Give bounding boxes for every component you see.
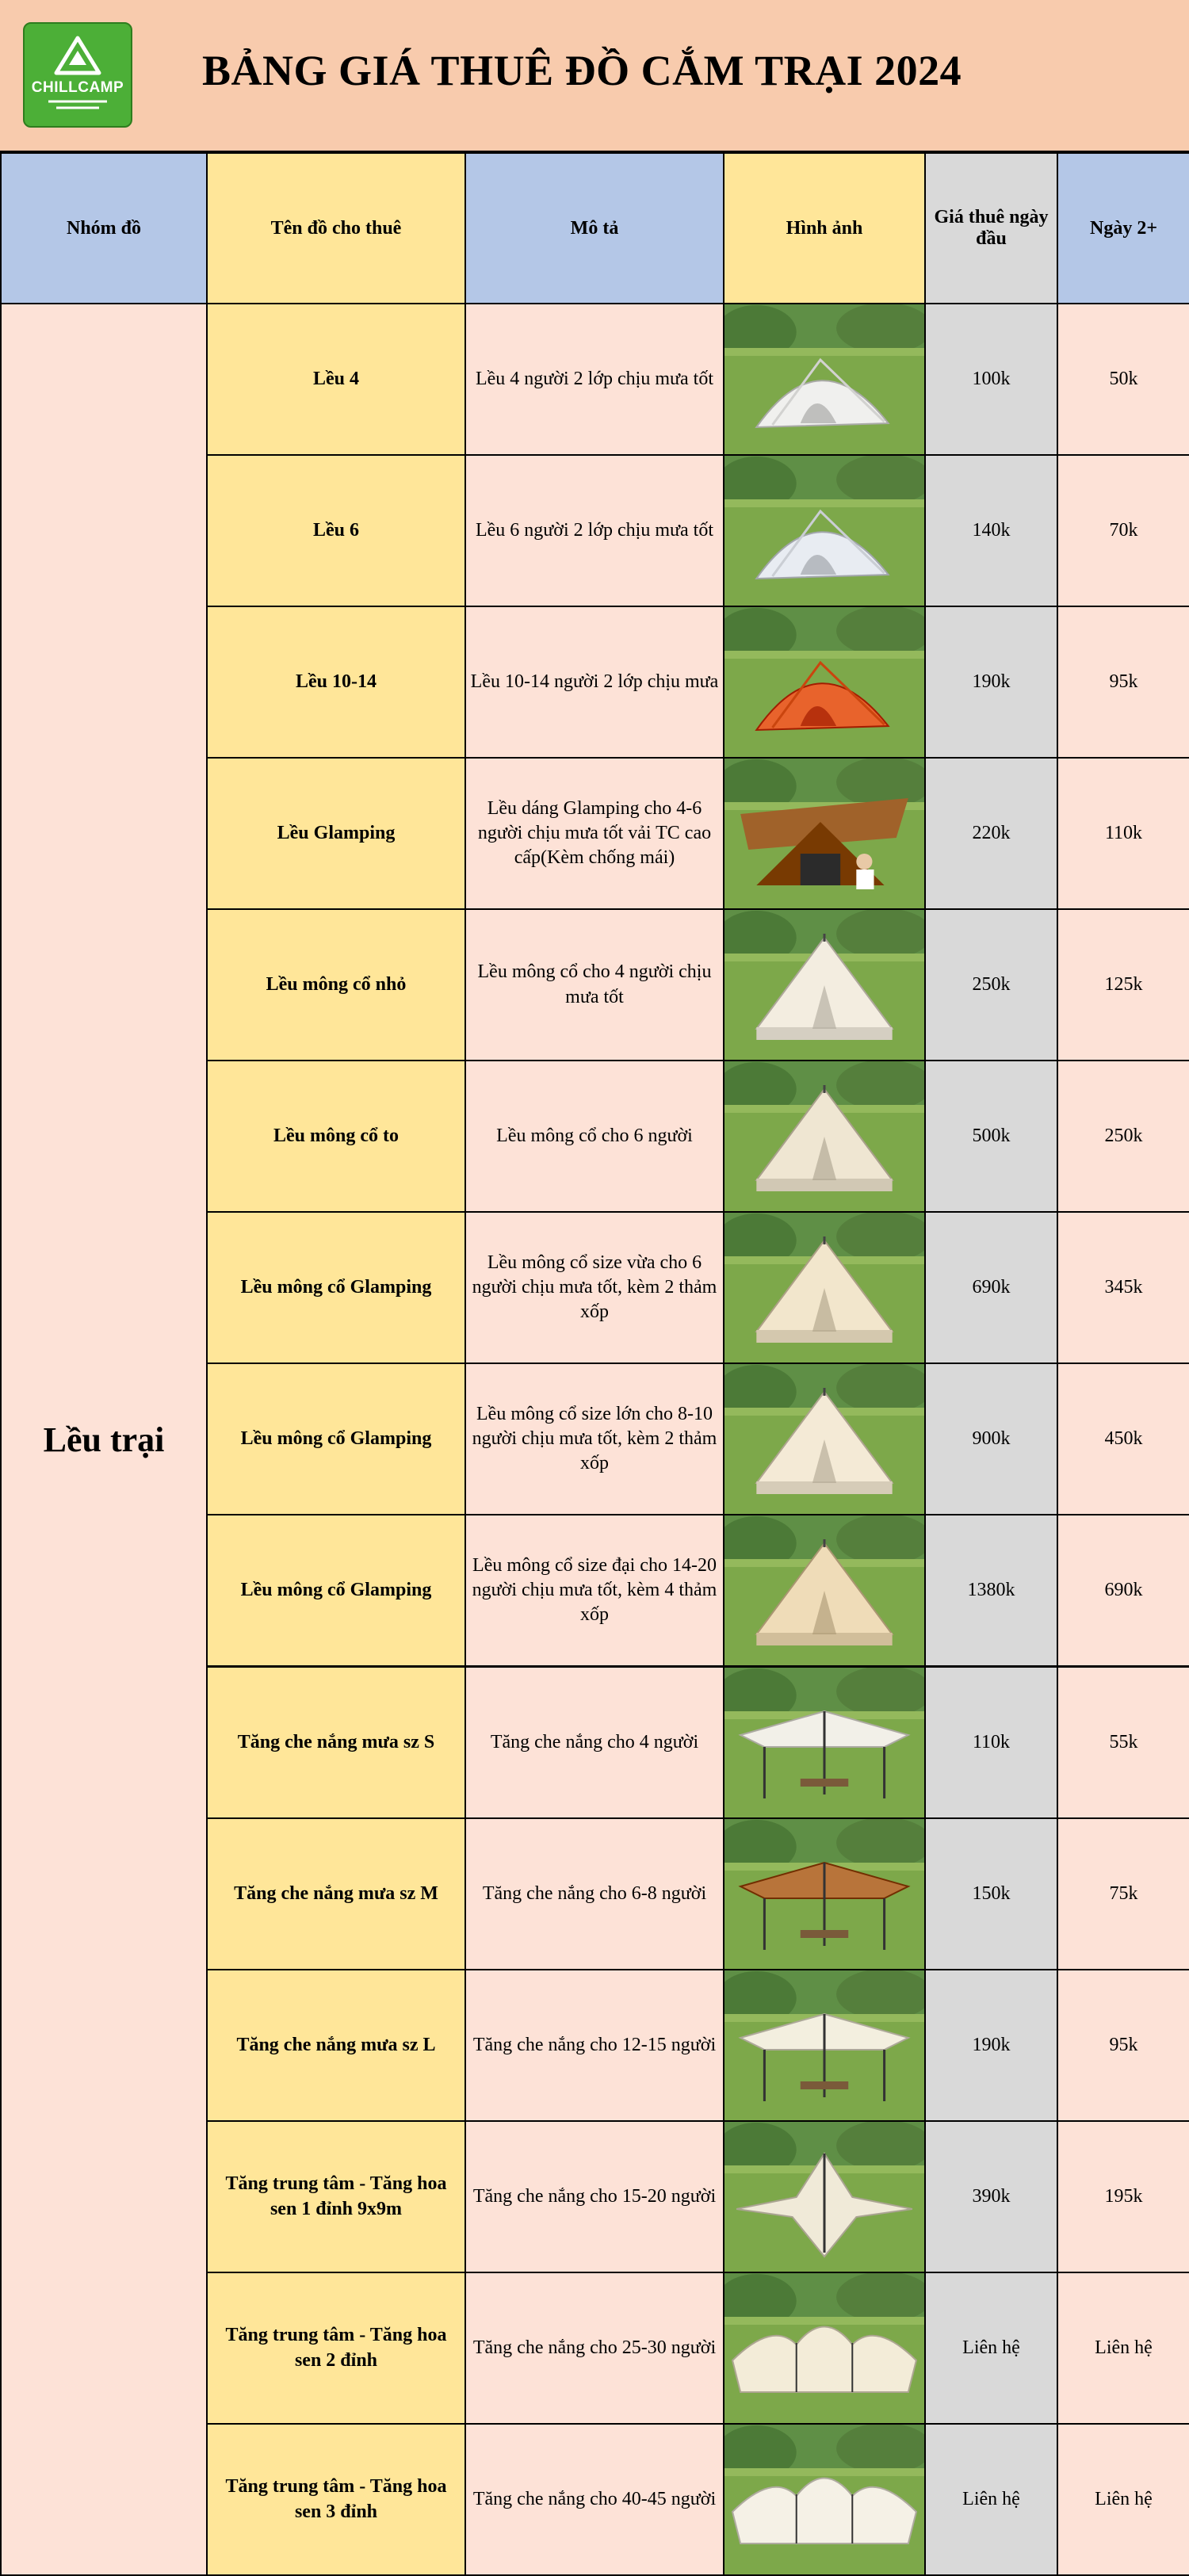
price-first-day: 150k (925, 1818, 1057, 1970)
tent-photo (724, 1819, 924, 1969)
price-next-days: 70k (1057, 455, 1189, 606)
item-name: Tăng trung tâm - Tăng hoa sen 2 đỉnh (207, 2272, 465, 2424)
item-name: Lều mông cổ Glamping (207, 1212, 465, 1363)
price-next-days: 195k (1057, 2121, 1189, 2272)
item-description: Lều mông cổ size lớn cho 8-10 người chịu mưa tốt, kèm 2 thảm xốp (465, 1363, 724, 1515)
item-name: Lều mông cổ Glamping (207, 1515, 465, 1667)
item-description: Lều mông cổ cho 4 người chịu mưa tốt (465, 909, 724, 1061)
header-group: Nhóm đồ (1, 153, 207, 304)
item-description: Lều 4 người 2 lớp chịu mưa tốt (465, 304, 724, 455)
tent-photo (724, 1061, 924, 1211)
price-next-days: 125k (1057, 909, 1189, 1061)
tent-photo (724, 1364, 924, 1514)
item-image-cell (724, 2121, 925, 2272)
price-next-days: 250k (1057, 1061, 1189, 1212)
mountain-icon (25, 24, 131, 126)
tent-photo (724, 1213, 924, 1363)
header-image: Hình ảnh (724, 153, 925, 304)
item-image-cell (724, 2424, 925, 2575)
price-first-day: 100k (925, 304, 1057, 455)
item-image-cell (724, 1667, 925, 1819)
header-name: Tên đồ cho thuê (207, 153, 465, 304)
item-name: Lều 10-14 (207, 606, 465, 758)
price-first-day: Liên hệ (925, 2424, 1057, 2575)
item-image-cell (724, 758, 925, 909)
item-image-cell (724, 606, 925, 758)
price-next-days: 95k (1057, 606, 1189, 758)
price-next-days: 55k (1057, 1667, 1189, 1819)
table-row (1, 304, 1189, 455)
price-first-day: Liên hệ (925, 2272, 1057, 2424)
item-description: Lều dáng Glamping cho 4-6 người chịu mưa tốt vải TC cao cấp(Kèm chống mái) (465, 758, 724, 909)
item-image-cell (724, 1970, 925, 2121)
item-image-cell (724, 1363, 925, 1515)
tent-photo (724, 759, 924, 908)
item-description: Tăng che nắng cho 25-30 người (465, 2272, 724, 2424)
item-name: Tăng che nắng mưa sz M (207, 1818, 465, 1970)
item-description: Tăng che nắng cho 12-15 người (465, 1970, 724, 2121)
price-first-day: 190k (925, 606, 1057, 758)
price-first-day: 690k (925, 1212, 1057, 1363)
tent-photo (724, 2122, 924, 2272)
chillcamp-logo (23, 22, 132, 128)
item-description: Lều mông cổ cho 6 người (465, 1061, 724, 1212)
tent-photo (724, 1515, 924, 1665)
item-name: Tăng che nắng mưa sz L (207, 1970, 465, 2121)
header-banner (0, 0, 1189, 152)
tent-photo (724, 910, 924, 1060)
price-first-day: 110k (925, 1667, 1057, 1819)
price-first-day: 500k (925, 1061, 1057, 1212)
price-first-day: 390k (925, 2121, 1057, 2272)
price-first-day: 140k (925, 455, 1057, 606)
price-first-day: 190k (925, 1970, 1057, 2121)
page-title: BẢNG GIÁ THUÊ ĐỒ CẮM TRẠI 2024 (202, 47, 962, 94)
item-description: Tăng che nắng cho 15-20 người (465, 2121, 724, 2272)
price-next-days: 50k (1057, 304, 1189, 455)
item-image-cell (724, 1515, 925, 1667)
price-first-day: 900k (925, 1363, 1057, 1515)
item-description: Lều 10-14 người 2 lớp chịu mưa (465, 606, 724, 758)
price-next-days: 110k (1057, 758, 1189, 909)
tent-photo (724, 607, 924, 757)
tent-photo (724, 304, 924, 454)
header-price-first: Giá thuê ngày đầu (925, 153, 1057, 304)
item-name: Lều 4 (207, 304, 465, 455)
tent-photo (724, 2273, 924, 2423)
item-name: Tăng trung tâm - Tăng hoa sen 1 đỉnh 9x9m (207, 2121, 465, 2272)
tent-photo (724, 2425, 924, 2574)
price-next-days: 450k (1057, 1363, 1189, 1515)
price-next-days: Liên hệ (1057, 2272, 1189, 2424)
price-next-days: 690k (1057, 1515, 1189, 1667)
item-image-cell (724, 1061, 925, 1212)
price-first-day: 220k (925, 758, 1057, 909)
item-image-cell (724, 304, 925, 455)
item-name: Lều mông cổ to (207, 1061, 465, 1212)
item-name: Lều mông cổ nhỏ (207, 909, 465, 1061)
logo-text: CHILLCAMP (31, 79, 124, 96)
header-price-next: Ngày 2+ (1057, 153, 1189, 304)
item-description: Lều mông cổ size đại cho 14-20 người chịu mưa tốt, kèm 4 thảm xốp (465, 1515, 724, 1667)
tent-photo (724, 1668, 924, 1817)
item-name: Lều mông cổ Glamping (207, 1363, 465, 1515)
item-name: Lều 6 (207, 455, 465, 606)
item-image-cell (724, 1212, 925, 1363)
table-body (1, 304, 1189, 2575)
header-desc: Mô tả (465, 153, 724, 304)
item-description: Tăng che nắng cho 4 người (465, 1667, 724, 1819)
item-description: Lều 6 người 2 lớp chịu mưa tốt (465, 455, 724, 606)
item-image-cell (724, 1818, 925, 1970)
item-name: Tăng trung tâm - Tăng hoa sen 3 đỉnh (207, 2424, 465, 2575)
item-description: Tăng che nắng cho 40-45 người (465, 2424, 724, 2575)
price-next-days: 95k (1057, 1970, 1189, 2121)
tent-photo (724, 456, 924, 606)
item-name: Tăng che nắng mưa sz S (207, 1667, 465, 1819)
item-image-cell (724, 909, 925, 1061)
price-next-days: 345k (1057, 1212, 1189, 1363)
item-description: Lều mông cổ size vừa cho 6 người chịu mưa tốt, kèm 2 thảm xốp (465, 1212, 724, 1363)
price-first-day: 250k (925, 909, 1057, 1061)
item-name: Lều Glamping (207, 758, 465, 909)
item-description: Tăng che nắng cho 6-8 người (465, 1818, 724, 1970)
item-image-cell (724, 455, 925, 606)
price-first-day: 1380k (925, 1515, 1057, 1667)
price-next-days: Liên hệ (1057, 2424, 1189, 2575)
tent-photo (724, 1970, 924, 2120)
group-cell: Lều trại (1, 304, 207, 2575)
item-image-cell (724, 2272, 925, 2424)
price-next-days: 75k (1057, 1818, 1189, 1970)
table-header-row (1, 153, 1189, 304)
price-table (0, 152, 1189, 2576)
